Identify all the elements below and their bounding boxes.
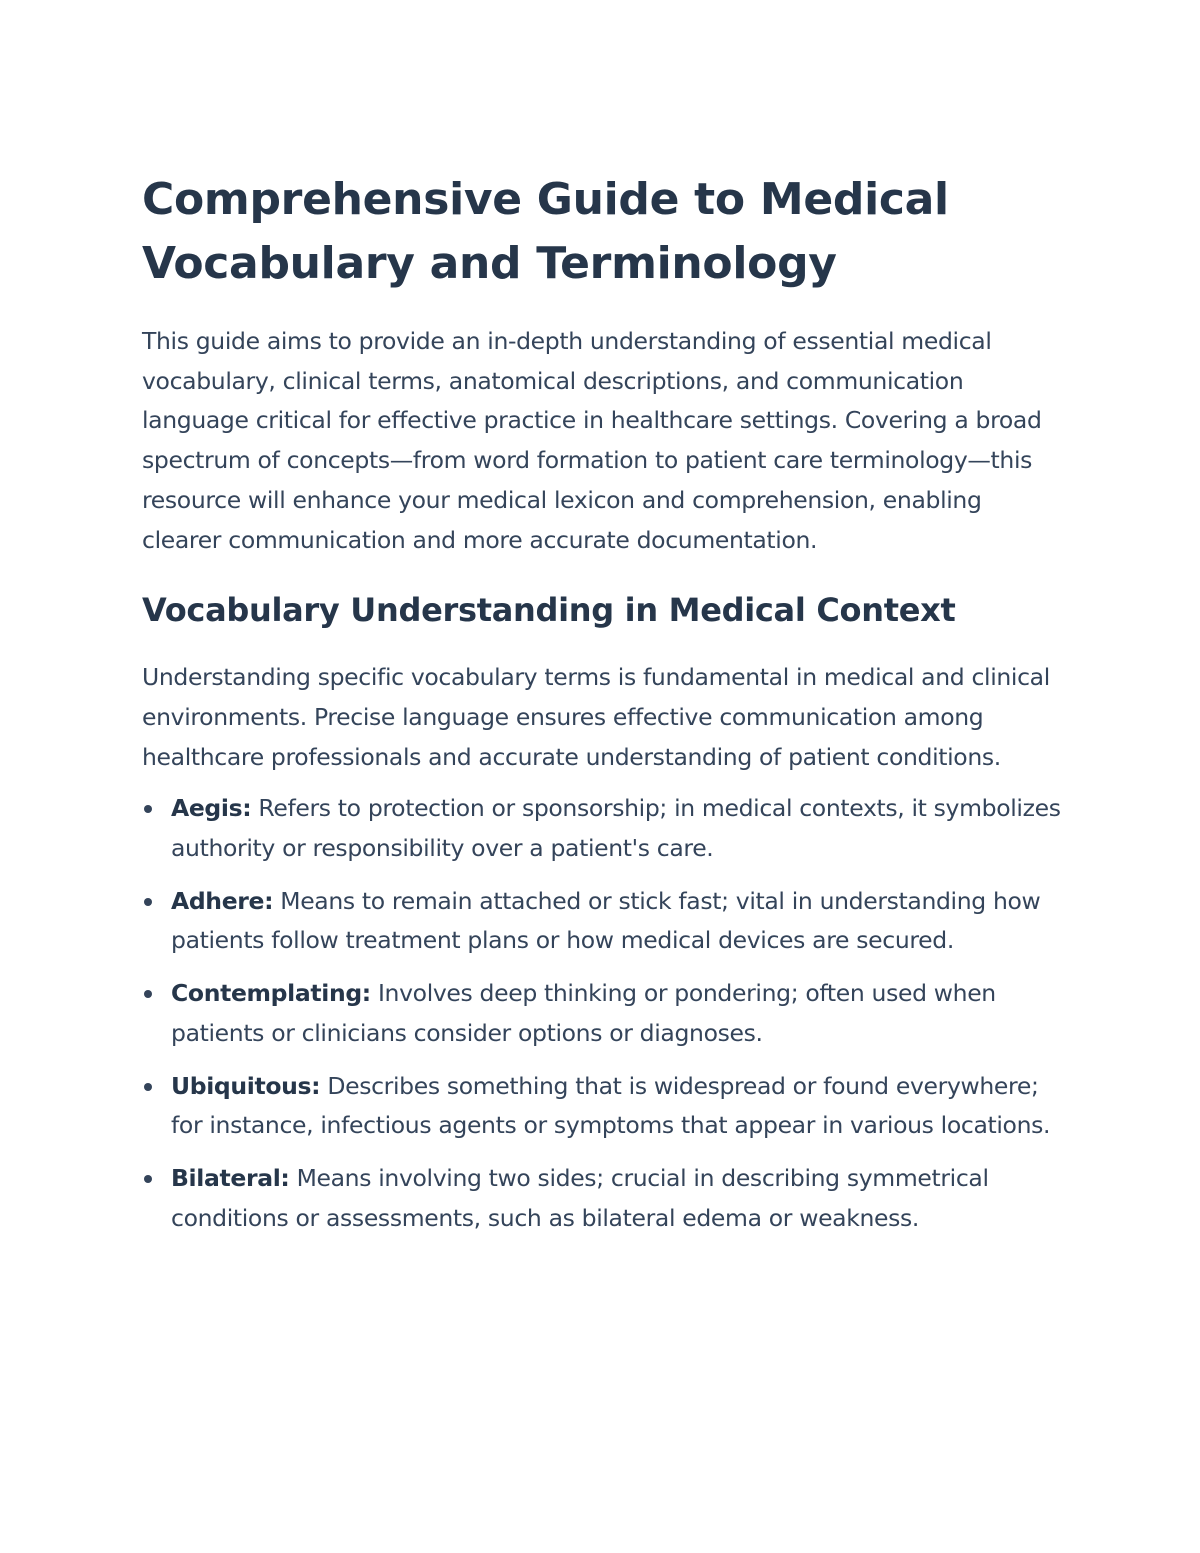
intro-paragraph: This guide aims to provide an in-depth understanding of essential medical vocabulary, clinical terms, anatomical descriptions, and communication language critical for effective practice in healthcare settings. Covering a broad spectrum of concepts—from word formation to patient care terminology—this resource will enhance your medical lexicon and comprehension, enabling clearer communication and more accurate documentation.: [142, 327, 1042, 554]
term-label: Adhere:: [171, 886, 274, 915]
list-item-contemplating: [142, 974, 1062, 1053]
vocabulary-list: [142, 789, 1062, 1238]
term-definition: Means involving two sides; crucial in describing symmetrical conditions or assessments, such as bilateral edema or weakness.: [171, 1163, 989, 1232]
list-item-ubiquitous: [142, 1067, 1062, 1146]
bullet-icon: [144, 1083, 152, 1091]
term-label: Contemplating:: [171, 979, 371, 1008]
term-definition: Means to remain attached or stick fast; vital in understanding how patients follow treatment plans or how medical devices are secured.: [171, 886, 1041, 955]
term-definition: Refers to protection or sponsorship; in medical contexts, it symbolizes authority or responsibility over a patient's care.: [171, 794, 1061, 863]
list-item-bilateral: [142, 1159, 1062, 1238]
list-item-aegis: [142, 789, 1062, 868]
term-label: Ubiquitous:: [171, 1071, 321, 1100]
section-paragraph: Understanding specific vocabulary terms is fundamental in medical and clinical environments. Precise language ensures effective communication among healthcare professionals and accurate understanding of patient conditions.: [142, 663, 1050, 771]
list-item-adhere: [142, 882, 1062, 961]
bullet-icon: [144, 1175, 152, 1183]
term-definition: Describes something that is widespread or found everywhere; for instance, infectious agents or symptoms that appear in various locations.: [171, 1071, 1051, 1140]
bullet-icon: [144, 898, 152, 906]
document-page: [142, 168, 1062, 1251]
section-heading: Vocabulary Understanding in Medical Context: [142, 591, 956, 630]
bullet-icon: [144, 990, 152, 998]
term-definition: Involves deep thinking or pondering; often used when patients or clinicians consider options or diagnoses.: [171, 979, 996, 1047]
term-label: Bilateral:: [171, 1163, 290, 1192]
page-title: Comprehensive Guide to Medical Vocabulary and Terminology: [142, 174, 949, 289]
bullet-icon: [144, 805, 152, 813]
term-label: Aegis:: [171, 794, 252, 823]
